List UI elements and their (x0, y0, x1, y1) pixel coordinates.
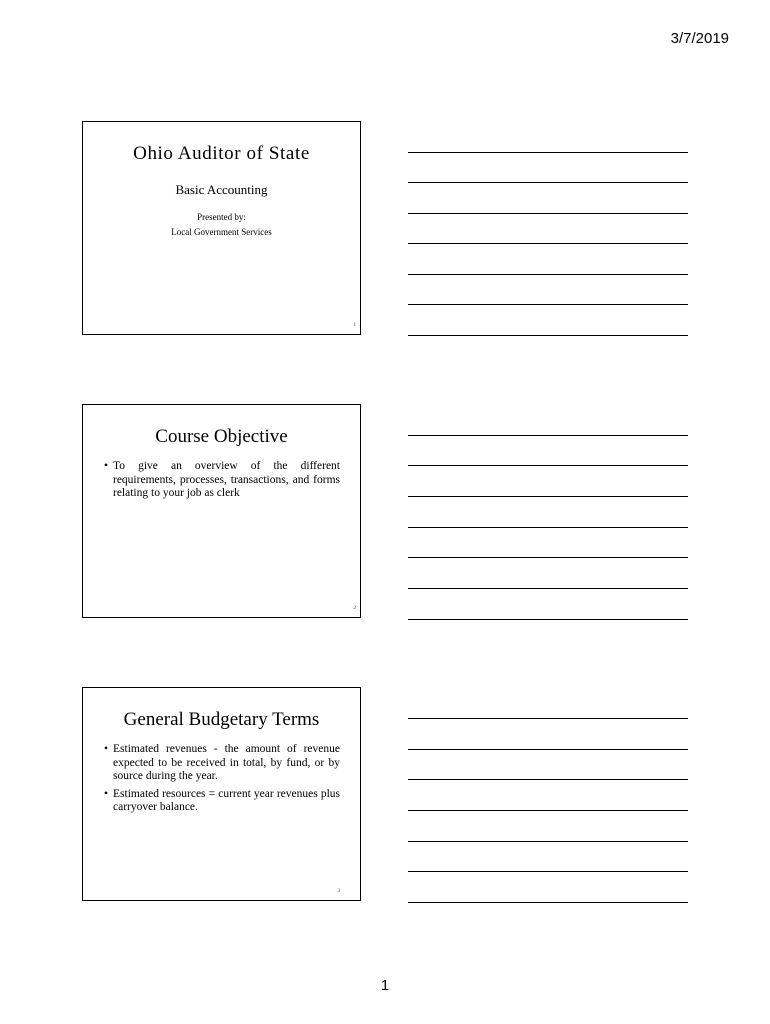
slide-title: General Budgetary Terms (123, 709, 320, 730)
note-line (408, 718, 688, 719)
slide-subtitle: Basic Accounting (175, 182, 268, 197)
note-line (408, 182, 688, 183)
presenter-name: Local Government Services (171, 227, 272, 237)
note-line (408, 871, 688, 872)
note-line (408, 557, 688, 558)
note-line (408, 496, 688, 497)
note-line (408, 435, 688, 436)
slide-1-thumbnail (82, 121, 361, 335)
note-line (408, 619, 688, 620)
bullet-item (103, 460, 340, 501)
note-line (408, 810, 688, 811)
bullet-icon: • (104, 787, 109, 800)
bullet-text: Estimated resources = current year revenues plus carryover balance. (113, 787, 340, 813)
note-line (408, 243, 688, 244)
slide-number: 3 (337, 889, 340, 894)
print-date: 3/7/2019 (670, 30, 729, 47)
bullet-item (103, 743, 340, 784)
slide-title: Ohio Auditor of State (133, 143, 310, 164)
bullet-icon: • (104, 460, 109, 472)
note-line (408, 274, 688, 275)
note-line (408, 152, 688, 153)
note-line (408, 902, 688, 903)
slide-2-thumbnail (82, 404, 361, 618)
bullet-item (103, 788, 340, 815)
bullet-text: To give an overview of the different requirements, processes, transactions, and forms relating to your job as clerk (113, 460, 340, 499)
page-number: 1 (380, 977, 390, 994)
note-line (408, 304, 688, 305)
note-line (408, 527, 688, 528)
bullet-list (103, 460, 340, 501)
note-line (408, 335, 688, 336)
note-line (408, 841, 688, 842)
slide-title: Course Objective (155, 426, 288, 447)
note-line (408, 779, 688, 780)
bullet-list (103, 743, 340, 815)
slide-number: 1 (353, 323, 356, 328)
slide-number: 2 (353, 606, 356, 611)
slide-3-thumbnail (82, 687, 361, 901)
note-line (408, 213, 688, 214)
note-line (408, 465, 688, 466)
bullet-icon: • (104, 743, 109, 755)
bullet-text: Estimated revenues - the amount of revenue expected to be received in total, by fund, or by source during the year. (113, 743, 340, 782)
presented-by-label: Presented by: (197, 212, 246, 222)
note-line (408, 588, 688, 589)
note-line (408, 749, 688, 750)
